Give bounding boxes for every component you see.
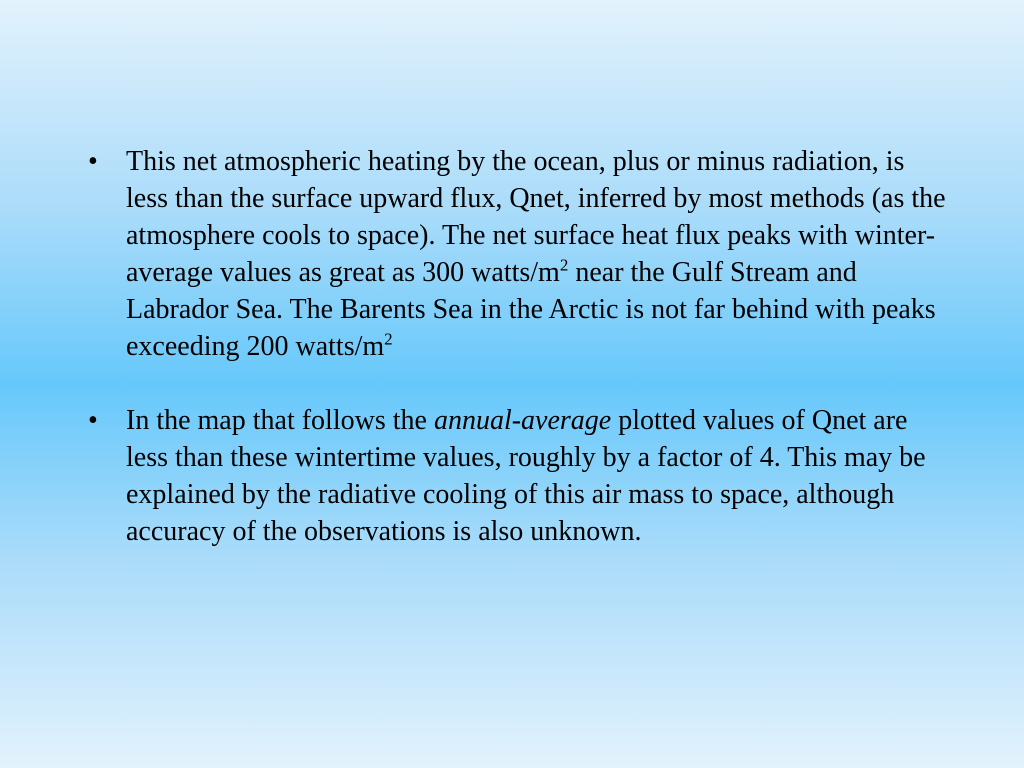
italic-term: annual-average (433, 405, 612, 436)
bullet-text-part: In the map that follows the (126, 405, 434, 436)
bullet-marker: • (88, 146, 98, 177)
bullet-marker: • (88, 405, 98, 436)
bullet-text-part: plotted values of Qnet are less than these wintertime values, roughly by a factor of 4. This may be explained by the radiative cooling of this air mass to space, although accuracy of the observations is also unknown. (126, 405, 926, 547)
bullet-text-part: This net atmospheric heating by the ocean, plus or minus radiation, is less than the surface upward flux, Qnet, inferred by most methods (as the atmosphere cools to space). The net surface heat flux peaks with winter-average values as great as 300 watts/m (126, 146, 946, 288)
superscript: 2 (559, 255, 569, 275)
superscript: 2 (384, 329, 393, 349)
bullet-text-part: near the Gulf Stream and Labrador Sea. The Barents Sea in the Arctic is not far behind with peaks exceeding 200 watts/m (126, 257, 936, 362)
bullet-list (88, 143, 948, 550)
bullet-item-heating (88, 143, 948, 365)
bullet-item-annual-average (88, 402, 948, 550)
